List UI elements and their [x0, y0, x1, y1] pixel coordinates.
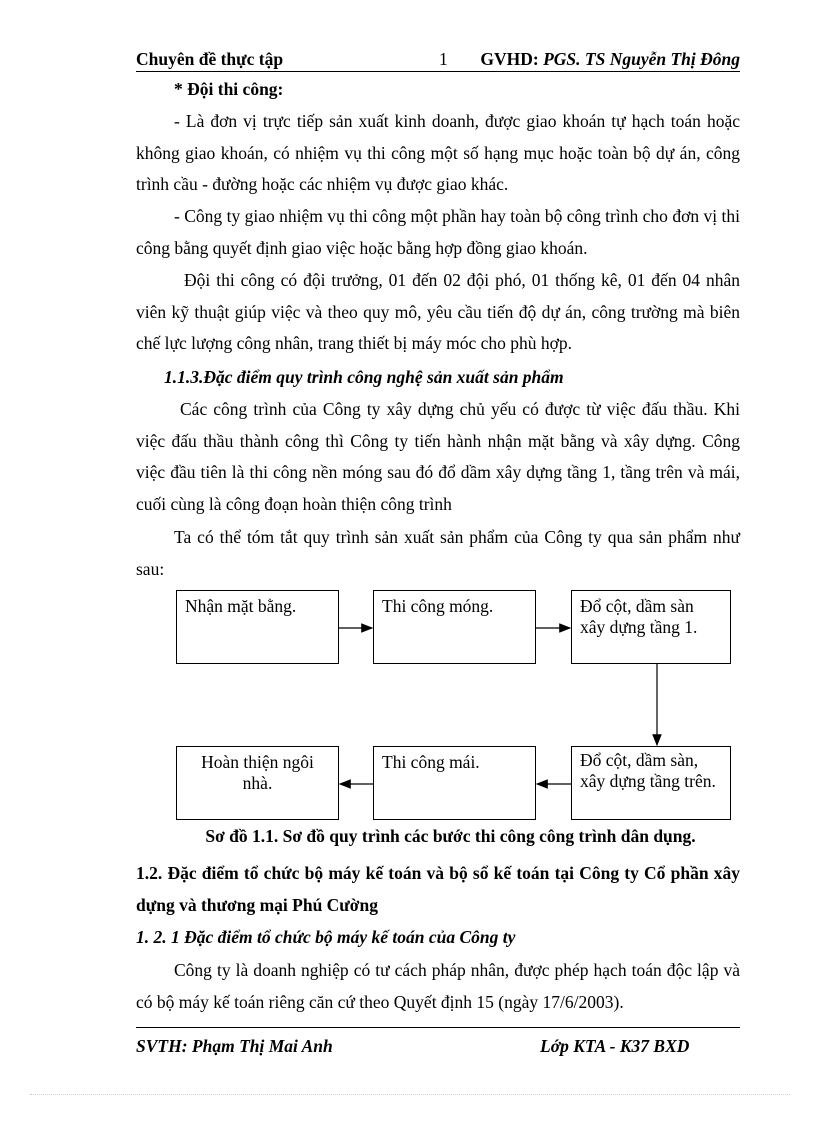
step-box-4: Đổ cột, dầm sàn, xây dựng tầng trên.	[571, 746, 731, 820]
step-box-3: Đổ cột, dầm sàn xây dựng tầng 1.	[571, 590, 731, 664]
header-supervisor-name: PGS. TS Nguyễn Thị Đông	[543, 49, 740, 69]
footer-student: SVTH: Phạm Thị Mai Anh	[136, 1036, 333, 1056]
paragraph-4: Các công trình của Công ty xây dựng chủ yếu có được từ việc đấu thầu. Khi việc đấu thầu thành công thì Công ty tiến hành nhận mặt bằng và xây dựng. Công việc đầu tiên là thi công nền móng sau đó đổ dầm xây dựng tầng 1, tầng trên và mái, cuối cùng là công đoạn hoàn thiện công trình	[136, 399, 740, 514]
section-1-2-1-heading: 1. 2. 1 Đặc điểm tổ chức bộ máy kế toán của Công ty	[136, 927, 516, 947]
footer-class: Lớp KTA - K37 BXD	[540, 1036, 690, 1056]
page-number: 1	[439, 49, 448, 69]
paragraph-5: Ta có thể tóm tắt quy trình sản xuất sản phẩm của Công ty qua sản phẩm như sau:	[136, 527, 740, 579]
section-1-1-3-heading: 1.1.3.Đặc điểm quy trình công nghệ sản xuất sản phẩm	[164, 367, 564, 387]
step-box-5: Thi công mái.	[373, 746, 536, 820]
diagram-caption: Sơ đồ 1.1. Sơ đồ quy trình các bước thi công công trình dân dụng.	[205, 826, 696, 846]
paragraph-3: Đội thi công có đội trưởng, 01 đến 02 đội phó, 01 thống kê, 01 đến 04 nhân viên kỹ thuật giúp việc và theo quy mô, yêu cầu tiến độ dự án, công trường mà biên chế lực lượng công nhân, trang thiết bị máy móc cho phù hợp.	[136, 270, 740, 354]
team-heading: * Đội thi công:	[174, 79, 284, 99]
step-box-1: Nhận mặt bằng.	[176, 590, 339, 664]
paragraph-6: Công ty là doanh nghiệp có tư cách pháp nhân, được phép hạch toán độc lập và có bộ máy kế toán riêng căn cứ theo Quyết định 15 (ngày 17/6/2003).	[136, 960, 740, 1012]
section-1-2-heading: 1.2. Đặc điểm tổ chức bộ máy kế toán và bộ sổ kế toán tại Công ty Cổ phần xây dựng và thương mại Phú Cường	[136, 863, 740, 915]
paragraph-1: - Là đơn vị trực tiếp sản xuất kinh doanh, được giao khoán tự hạch toán hoặc không giao khoán, có nhiệm vụ thi công một số hạng mục hoặc toàn bộ dự án, công trình cầu - đường hoặc các nhiệm vụ được giao khác.	[136, 111, 740, 195]
page-footer	[136, 1027, 740, 1057]
header-supervisor-label: GVHD:	[480, 49, 539, 69]
paragraph-2: - Công ty giao nhiệm vụ thi công một phần hay toàn bộ công trình cho đơn vị thi công bằng quyết định giao việc hoặc bằng hợp đồng giao khoán.	[136, 206, 740, 258]
step-box-6: Hoàn thiện ngôi nhà.	[176, 746, 339, 820]
header-title: Chuyên đề thực tập	[136, 49, 284, 69]
step-box-2: Thi công móng.	[373, 590, 536, 664]
page-edge-divider	[30, 1094, 790, 1095]
